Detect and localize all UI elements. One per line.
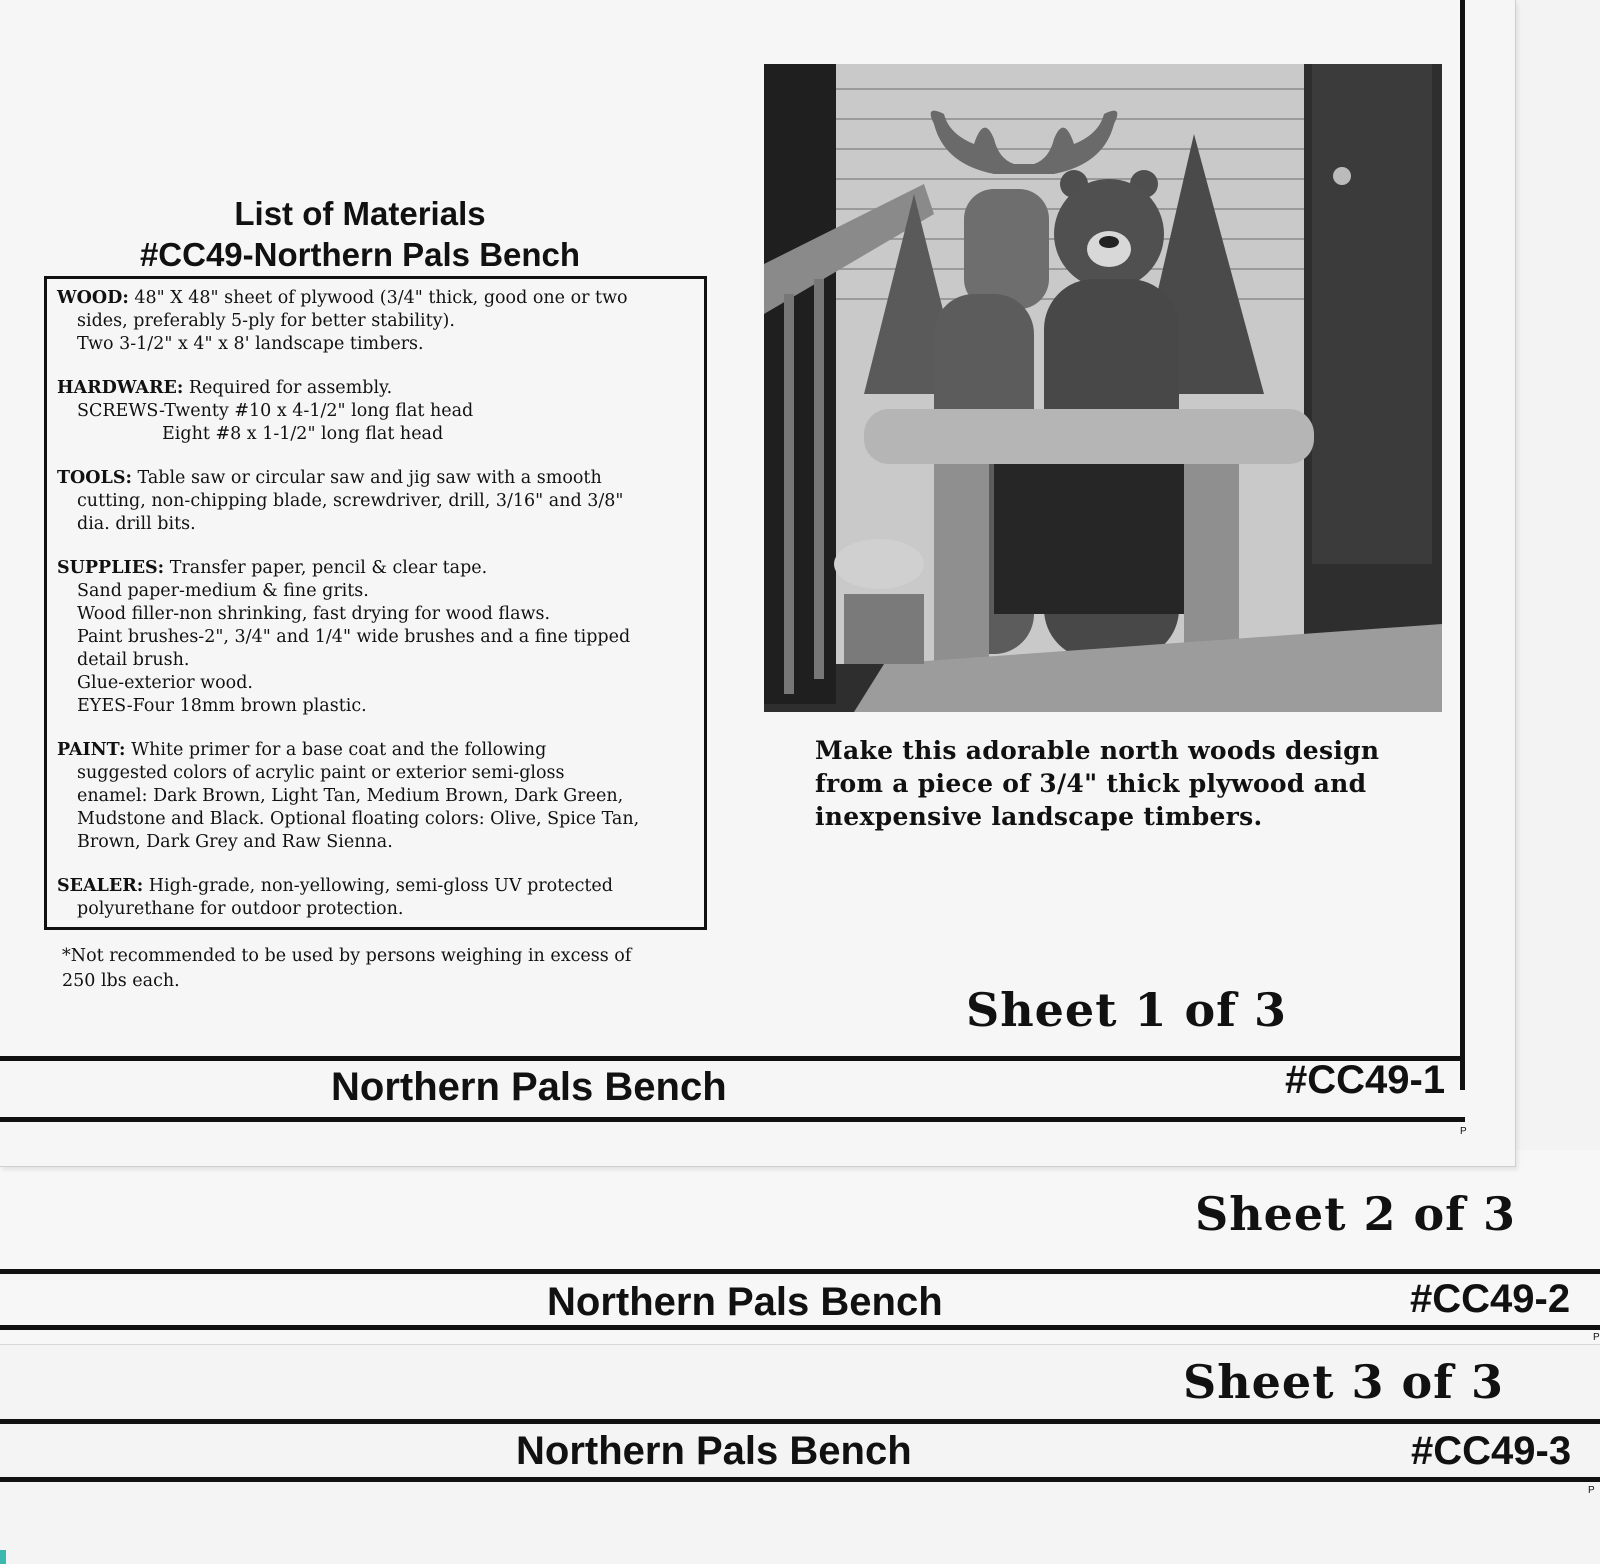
sheet-3-top-rule <box>0 1419 1600 1424</box>
paint-line-5: Brown, Dark Grey and Raw Sienna. <box>77 832 393 852</box>
hardware-line-3: Eight #8 x 1-1/2" long flat head <box>162 424 444 444</box>
supplies-line-2: Sand paper-medium & fine grits. <box>77 581 369 601</box>
materials-supplies <box>57 557 694 718</box>
weight-note-line-2: 250 lbs each. <box>62 971 180 991</box>
supplies-line-7: EYES-Four 18mm brown plastic. <box>77 696 367 716</box>
materials-paint <box>57 739 694 854</box>
sheet-2-mark: P <box>1593 1332 1600 1343</box>
materials-sealer <box>57 875 694 921</box>
materials-tools <box>57 467 694 536</box>
wood-label: WOOD: <box>57 288 129 308</box>
weight-note-line-1: *Not recommended to be used by persons weighing in excess of <box>62 946 632 966</box>
paint-line-2: suggested colors of acrylic paint or exterior semi-gloss <box>77 763 565 783</box>
materials-hardware <box>57 377 694 446</box>
paint-line-1: White primer for a base coat and the following <box>131 740 547 760</box>
supplies-line-1: Transfer paper, pencil & clear tape. <box>169 558 488 578</box>
materials-list-box <box>44 276 707 930</box>
materials-subheading: #CC49-Northern Pals Bench <box>139 236 581 273</box>
tools-label: TOOLS: <box>57 468 132 488</box>
sealer-line-2: polyurethane for outdoor protection. <box>77 899 404 919</box>
sheet-1-frame-right <box>1460 0 1465 1090</box>
sheet-2-label: Sheet 2 of 3 <box>1195 1187 1516 1241</box>
hardware-line-2: SCREWS-Twenty #10 x 4-1/2" long flat head <box>77 401 474 421</box>
weight-note <box>62 944 702 994</box>
sheet-3-bottom-rule <box>0 1477 1600 1482</box>
caption-line-2: from a piece of 3/4" thick plywood and <box>815 769 1367 798</box>
tools-line-2: cutting, non-chipping blade, screwdriver, drill, 3/16" and 3/8" <box>77 491 624 511</box>
sheet-1-bottom-rule <box>0 1117 1465 1122</box>
tools-line-3: dia. drill bits. <box>77 514 196 534</box>
sheet-1-title: Northern Pals Bench <box>331 1065 727 1109</box>
paint-line-4: Mudstone and Black. Optional floating colors: Olive, Spice Tan, <box>77 809 640 829</box>
paint-label: PAINT: <box>57 740 126 760</box>
supplies-line-6: Glue-exterior wood. <box>77 673 253 693</box>
supplies-label: SUPPLIES: <box>57 558 165 578</box>
sheet-3 <box>0 1345 1600 1564</box>
sheet-1-top-rule <box>0 1056 1465 1061</box>
sheet-2-bottom-rule <box>0 1325 1600 1330</box>
sheet-3-title: Northern Pals Bench <box>516 1429 912 1473</box>
teal-corner-mark <box>0 1550 6 1564</box>
wood-line-3: Two 3-1/2" x 4" x 8' landscape timbers. <box>77 334 424 354</box>
tools-line-1: Table saw or circular saw and jig saw with a smooth <box>137 468 602 488</box>
bench-photo <box>764 64 1442 712</box>
sheet-3-code: #CC49-3 <box>1411 1429 1572 1473</box>
sheet-2 <box>0 1150 1600 1345</box>
wood-line-2: sides, preferably 5-ply for better stability). <box>77 311 455 331</box>
sheet-2-title: Northern Pals Bench <box>547 1280 943 1324</box>
caption-line-3: inexpensive landscape timbers. <box>815 802 1263 831</box>
bench-photo-illustration <box>764 64 1442 712</box>
materials-wood <box>57 287 694 356</box>
hardware-line-1: Required for assembly. <box>188 378 393 398</box>
hardware-label: HARDWARE: <box>57 378 184 398</box>
materials-heading: List of Materials <box>234 195 486 232</box>
sheet-3-label: Sheet 3 of 3 <box>1183 1355 1504 1409</box>
supplies-line-3: Wood filler-non shrinking, fast drying for wood flaws. <box>77 604 551 624</box>
paint-line-3: enamel: Dark Brown, Light Tan, Medium Brown, Dark Green, <box>77 786 624 806</box>
supplies-line-5: detail brush. <box>77 650 190 670</box>
sealer-line-1: High-grade, non-yellowing, semi-gloss UV protected <box>148 876 613 896</box>
sheet-1-label: Sheet 1 of 3 <box>966 983 1287 1037</box>
sheet-1-mark: P <box>1460 1126 1467 1137</box>
caption-line-1: Make this adorable north woods design <box>815 736 1380 765</box>
sheet-3-mark: P <box>1588 1485 1595 1496</box>
wood-line-1: 48" X 48" sheet of plywood (3/4" thick, good one or two <box>134 288 628 308</box>
supplies-line-4: Paint brushes-2", 3/4" and 1/4" wide brushes and a fine tipped <box>77 627 631 647</box>
sealer-label: SEALER: <box>57 876 144 896</box>
sheet-1-code: #CC49-1 <box>1285 1058 1446 1102</box>
photo-caption <box>815 734 1435 833</box>
sheet-2-top-rule <box>0 1269 1600 1274</box>
sheet-2-code: #CC49-2 <box>1410 1277 1571 1321</box>
